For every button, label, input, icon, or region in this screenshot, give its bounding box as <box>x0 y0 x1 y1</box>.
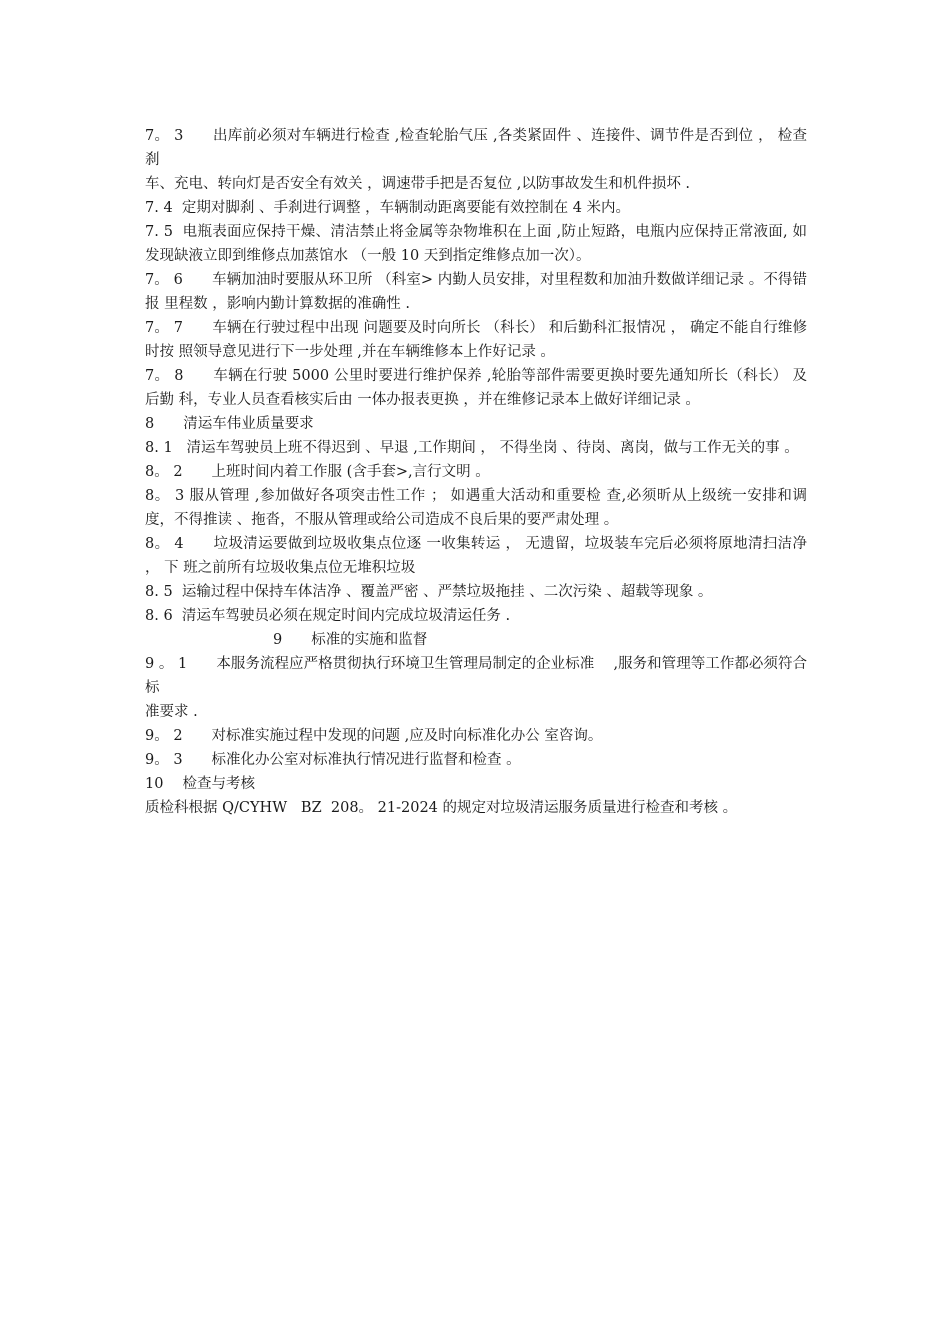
paragraph-7-7: 7。 7 车辆在行驶过程中出现 问题要及时向所长 （科长） 和后勤科汇报情况 ， 确定不能自行维修时按 照领导意见进行下一步处理 ,并在车辆维修本上作好记录 。 <box>145 320 807 360</box>
paragraph-8-1: 8. 1 清运车驾驶员上班不得迟到 、早退 ,工作期间 ， 不得坐岗 、待岗、离岗，做与工作无关的事 。 <box>145 440 799 456</box>
paragraph-7-5: 7. 5 电瓶表面应保持干燥、清洁禁止将金属等杂物堆积在上面 ,防止短路，电瓶内应保持正常液面, 如发现缺液立即到维修点加蒸馆水 （一般 10 天到指定维修点加一次）。 <box>145 224 807 264</box>
paragraph-10-body: 质检科根据 Q/CYHW BZ 208。 21-2024 的规定对垃圾清运服务质量进行检查和考核 。 <box>145 800 738 816</box>
paragraph-7-3-cont: 车、充电、转向灯是否安全有效关 ，调速带手把是否复位 ,以防事故发生和机件损坏 . <box>145 176 691 192</box>
paragraph-8-4: 8。 4 垃圾清运要做到垃圾收集点位逐 一收集转运 ， 无遗留，垃圾装车完后必须将原地清扫洁净 ， 下 班之前所有垃圾收集点位无堆积垃圾 <box>145 536 812 576</box>
paragraph-8-6: 8. 6 清运车驾驶员必须在规定时间内完成垃圾清运任务 . <box>145 608 511 624</box>
paragraph-9-1-cont: 准要求 . <box>145 704 198 720</box>
paragraph-7-3: 7。 3 出库前必须对车辆进行检查 ,检查轮胎气压 ,各类紧固件 、连接件、调节件是否到位 ， 检查刹 <box>145 128 807 168</box>
section-heading-9: 9 标准的实施和监督 <box>273 632 428 648</box>
paragraph-7-8: 7。 8 车辆在行驶 5000 公里时要进行维护保养 ,轮胎等部件需要更换时要先通知所长（科长） 及后勤 科，专业人员查看核实后由 一体办报表更换 ，并在维修记录本上做好详细记录 。 <box>145 368 807 408</box>
section-heading-8: 8 清运车伟业质量要求 <box>145 416 314 432</box>
paragraph-7-6: 7。 6 车辆加油时要服从环卫所 （科室> 内勤人员安排，对里程数和加油升数做详细记录 。不得错报 里程数 ，影响内勤计算数据的准确性 . <box>145 272 807 312</box>
paragraph-7-4: 7. 4 定期对脚刹 、手刹进行调整 ，车辆制动距离要能有效控制在 4 米内。 <box>145 200 631 216</box>
paragraph-9-3: 9。 3 标准化办公室对标准执行情况进行监督和检查 。 <box>145 752 521 768</box>
document-body <box>145 124 812 820</box>
section-heading-10: 10 检查与考核 <box>145 776 256 792</box>
paragraph-8-5: 8. 5 运输过程中保持车体洁净 、覆盖严密 、严禁垃圾拖挂 、二次污染 、超载等现象 。 <box>145 584 713 600</box>
paragraph-8-3: 8。 3 服从管理 ,参加做好各项突击性工作 ； 如遇重大活动和重要检 查,必须昕从上级统一安排和调 度，不得推读 、拖沓，不服从管理或给公司造成不良后果的要严肃处理 。 <box>145 488 812 528</box>
paragraph-9-2: 9。 2 对标准实施过程中发现的问题 ,应及时向标准化办公 室咨询。 <box>145 728 603 744</box>
paragraph-9-1: 9 。 1 本服务流程应严格贯彻执行环境卫生管理局制定的企业标准 ,服务和管理等工作都必须符合标 <box>145 656 807 696</box>
paragraph-8-2: 8。 2 上班时间内着工作服 (含手套>,言行文明 。 <box>145 464 490 480</box>
